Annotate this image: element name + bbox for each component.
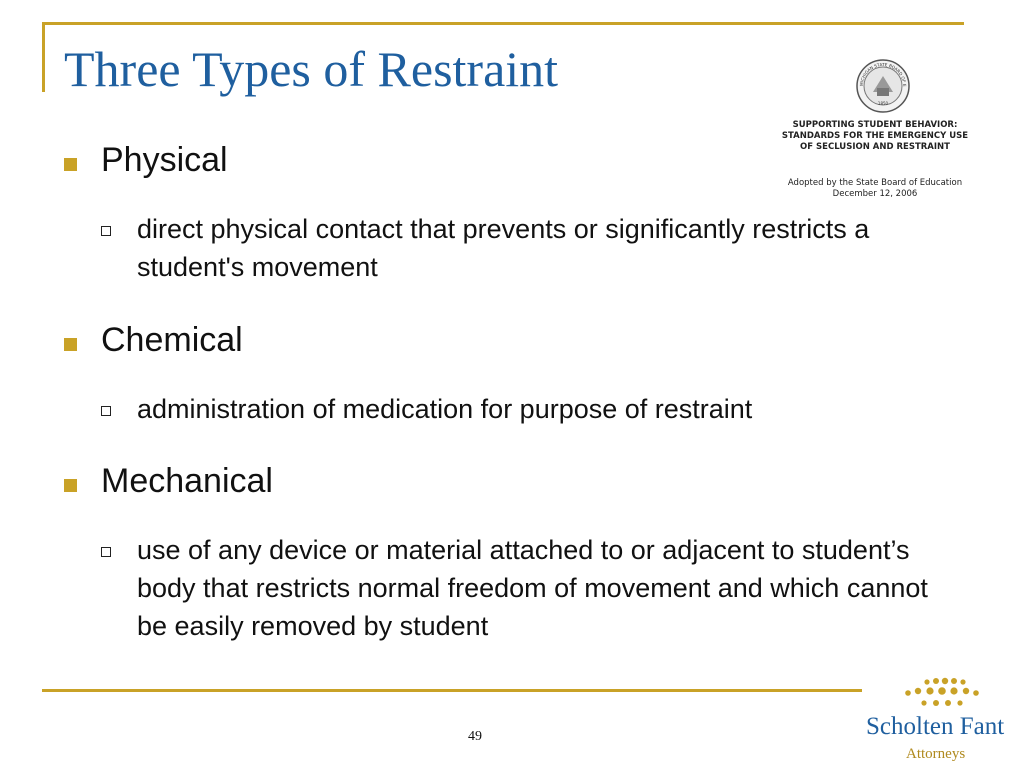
- badge-adopted: [760, 178, 990, 200]
- seal-text: MICHIGAN STATE BOARD OF E: [858, 61, 908, 87]
- frame-horizontal-line: [42, 22, 964, 25]
- seal-year: 1850: [877, 101, 889, 106]
- item-heading-physical: Physical: [101, 141, 228, 179]
- badge-title: [760, 120, 990, 153]
- item-heading-chemical: Chemical: [101, 321, 243, 359]
- badge-adopted-line: Adopted by the State Board of Education: [787, 178, 963, 188]
- sub-bullet-square-icon: [101, 547, 111, 557]
- sub-bullet-square-icon: [101, 406, 111, 416]
- sub-bullet-square-icon: [101, 226, 111, 236]
- logo-subtitle: Attorneys: [906, 746, 966, 762]
- slide-title: Three Types of Restraint: [64, 41, 559, 97]
- item-detail-chemical: administration of medication for purpose of restraint: [137, 394, 753, 424]
- item-heading-mechanical: Mechanical: [101, 462, 273, 500]
- footer-divider: [42, 689, 862, 692]
- frame-vertical-line: [42, 22, 45, 92]
- bullet-square-icon: [64, 338, 77, 351]
- item-detail-physical: direct physical contact that prevents or significantly restricts a student's movement: [137, 214, 870, 282]
- badge-title-line2: STANDARDS FOR THE EMERGENCY USE: [781, 131, 969, 141]
- document-badge: [760, 58, 990, 208]
- state-seal-icon: [855, 58, 911, 114]
- badge-date: December 12, 2006: [832, 189, 918, 199]
- page-number: 49: [468, 729, 482, 744]
- badge-title-line3: OF SECLUSION AND RESTRAINT: [800, 142, 950, 152]
- bullet-square-icon: [64, 158, 77, 171]
- logo-name: Scholten Fant: [866, 713, 1005, 740]
- item-detail-mechanical: use of any device or material attached to or adjacent to student’s body that restricts normal freedom of movement and which cannot be easily removed by student: [137, 535, 928, 641]
- badge-title-line1: SUPPORTING STUDENT BEHAVIOR:: [792, 120, 958, 130]
- bullet-square-icon: [64, 479, 77, 492]
- logo-dots-icon: [900, 676, 990, 712]
